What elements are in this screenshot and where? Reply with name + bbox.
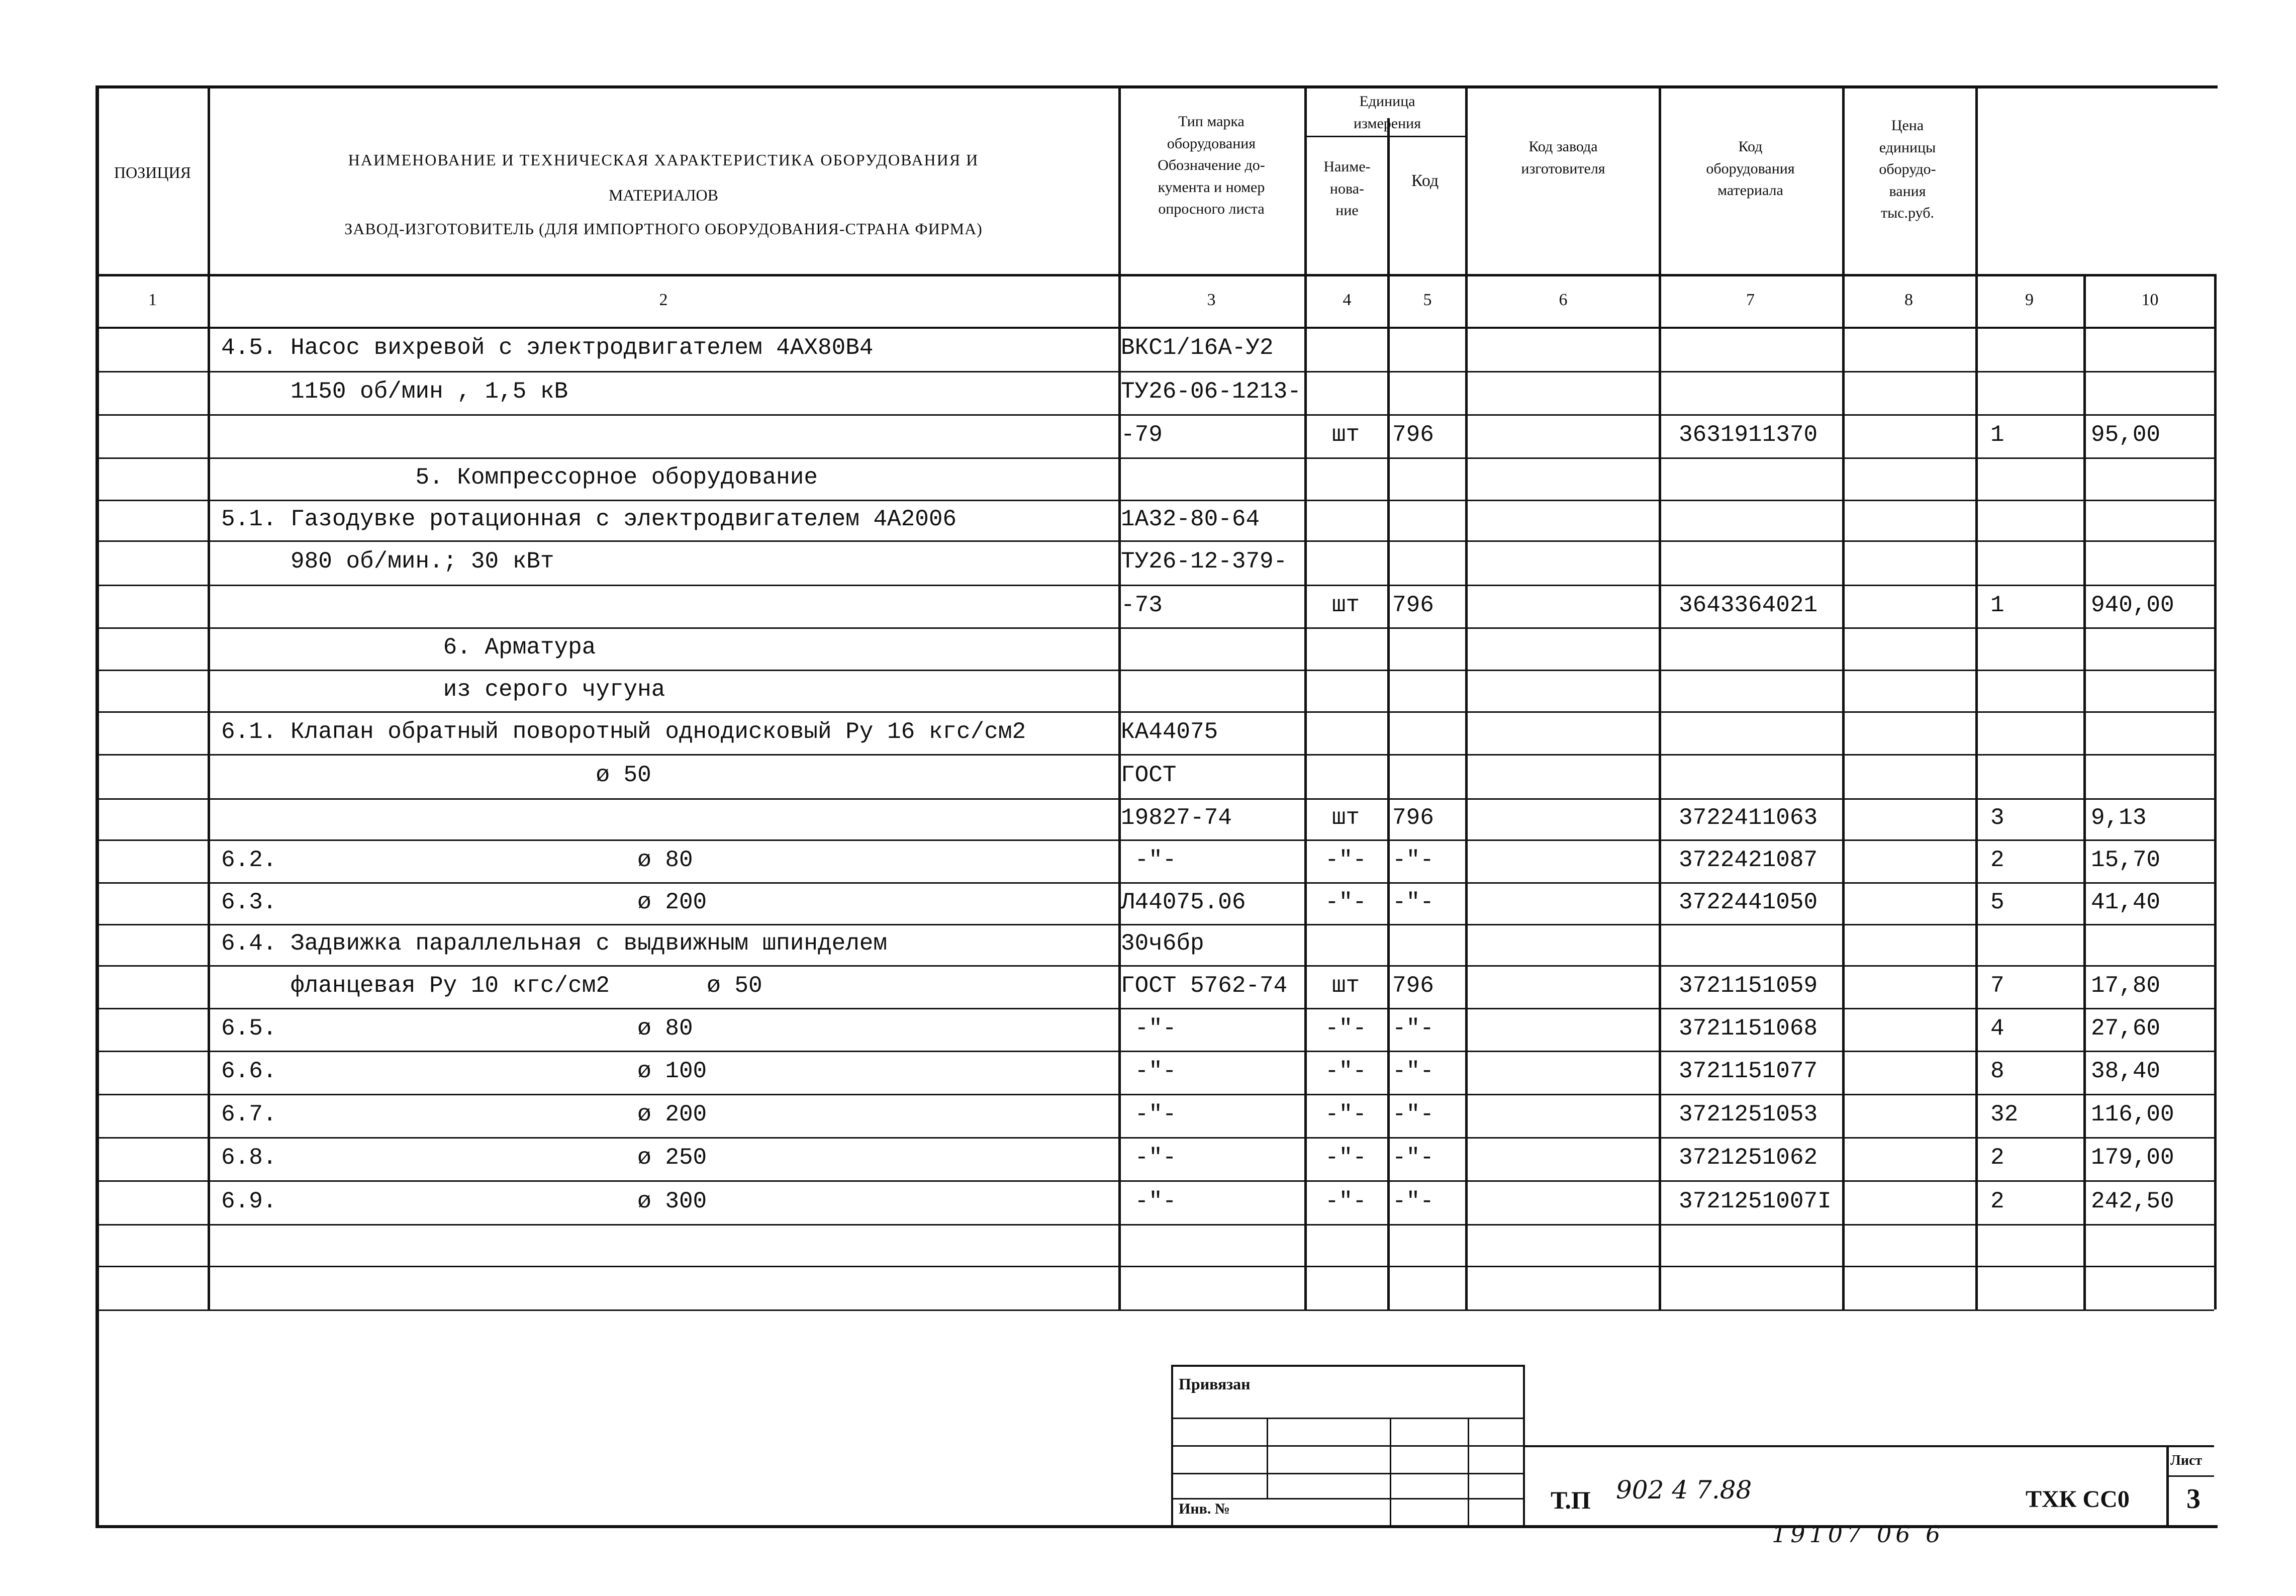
cell-c9: 2 bbox=[1990, 1188, 2004, 1214]
cell-c7: 3721151068 bbox=[1679, 1015, 1818, 1042]
grid-hline bbox=[2166, 1475, 2214, 1477]
cell-c9: 7 bbox=[1990, 972, 2004, 999]
grid-vline bbox=[1465, 327, 1468, 1309]
doc-designation: ТХК СС0 bbox=[2026, 1486, 2130, 1513]
sheet-number: 3 bbox=[2186, 1483, 2201, 1515]
grid-hline bbox=[99, 627, 2214, 629]
cell-c4: шт bbox=[1331, 805, 1360, 831]
cell-c9: 8 bbox=[1990, 1058, 2004, 1084]
cell-c10: 179,00 bbox=[2091, 1145, 2174, 1171]
sheet-label: Лист bbox=[2170, 1453, 2203, 1468]
cell-c5: 796 bbox=[1392, 592, 1434, 618]
col6-header-line: Код завода bbox=[1528, 138, 1598, 155]
grid-hline bbox=[99, 798, 2214, 800]
grid-hline bbox=[99, 670, 2214, 671]
grid-vline bbox=[1171, 1365, 1173, 1528]
cell-c3: 19827-74 bbox=[1121, 805, 1232, 831]
cell-c5: -"- bbox=[1392, 1101, 1434, 1128]
col3-header-line: оборудования bbox=[1167, 135, 1256, 152]
cell-c7: 3721251007I bbox=[1679, 1188, 1832, 1214]
cell-c7: 3721151077 bbox=[1679, 1058, 1818, 1084]
cell-c3: -"- bbox=[1121, 1015, 1177, 1042]
cell-c3: -"- bbox=[1121, 1145, 1177, 1171]
cell-c9: 3 bbox=[1990, 805, 2004, 831]
grid-hline bbox=[99, 457, 2214, 459]
cell-c5: -"- bbox=[1392, 1188, 1434, 1214]
grid-vline bbox=[1390, 1418, 1391, 1528]
cell-c1: 6.5. ø 80 bbox=[221, 1015, 693, 1042]
colnum: 6 bbox=[1559, 291, 1568, 309]
cell-c3: -79 bbox=[1121, 422, 1163, 448]
cell-c1: 6.1. Клапан обратный поворотный однодисковый Ру 16 кгс/см2 bbox=[221, 718, 1026, 745]
grid-vline bbox=[2166, 1445, 2169, 1528]
grid-hline bbox=[99, 711, 2214, 713]
col7-header-line: Код bbox=[1738, 138, 1763, 155]
grid-vline bbox=[1465, 86, 1468, 327]
col6-header bbox=[1468, 136, 1659, 179]
cell-c1: 6.4. Задвижка параллельная с выдвижным шпинделем bbox=[221, 930, 888, 957]
cell-c1: 6.8. ø 250 bbox=[221, 1145, 707, 1171]
grid-vline bbox=[1975, 86, 1978, 327]
cell-c4: -"- bbox=[1325, 1145, 1367, 1171]
cell-c3: 30ч6бр bbox=[1121, 930, 1204, 957]
grid-hline bbox=[99, 1051, 2214, 1052]
colnum: 2 bbox=[659, 291, 668, 309]
grid-vline bbox=[1659, 86, 1661, 327]
col6-header-line: изготовителя bbox=[1521, 160, 1605, 177]
col3-header-line: Обозначение до- bbox=[1158, 157, 1265, 173]
col4-header-line: нова- bbox=[1329, 180, 1365, 197]
cell-c4: шт bbox=[1331, 592, 1360, 618]
grid-vline bbox=[2083, 274, 2086, 327]
grid-vline bbox=[1387, 118, 1390, 327]
cell-c3: ГОСТ bbox=[1121, 762, 1177, 788]
colnum: 9 bbox=[2025, 291, 2034, 309]
cell-c1: из серого чугуна bbox=[221, 676, 665, 703]
cell-c4: -"- bbox=[1325, 847, 1367, 873]
cell-c7: 3722411063 bbox=[1679, 805, 1818, 831]
cell-c10: 242,50 bbox=[2091, 1188, 2174, 1214]
grid-vline bbox=[1975, 327, 1978, 1309]
col1-header: ПОЗИЦИЯ bbox=[114, 163, 191, 181]
grid-vline bbox=[1468, 1418, 1469, 1528]
cell-c1: 6.9. ø 300 bbox=[221, 1188, 707, 1214]
col8-header-line: единицы bbox=[1879, 139, 1936, 156]
grid-hline bbox=[1171, 1498, 1523, 1499]
col3-header-line: опросного листа bbox=[1158, 201, 1265, 217]
inv-label: Инв. № bbox=[1179, 1500, 1230, 1517]
cell-c10: 15,70 bbox=[2091, 847, 2161, 873]
col3-header-line: кумента и номер bbox=[1158, 178, 1265, 196]
grid-hline bbox=[99, 1180, 2214, 1182]
grid-hline bbox=[99, 500, 2214, 501]
cell-c1: ø 50 bbox=[221, 762, 651, 788]
cell-c10: 116,00 bbox=[2091, 1101, 2174, 1128]
cell-c5: -"- bbox=[1392, 1145, 1434, 1171]
grid-hline bbox=[1171, 1445, 1523, 1447]
col2-header-line2: МАТЕРИАЛОВ bbox=[608, 186, 718, 204]
cell-c5: -"- bbox=[1392, 1015, 1434, 1042]
grid-hline bbox=[99, 414, 2214, 416]
cell-c1: 980 об/мин.; 30 кВт bbox=[221, 548, 554, 575]
cell-c4: -"- bbox=[1325, 1188, 1367, 1214]
grid-hline bbox=[99, 839, 2214, 841]
grid-vline bbox=[208, 327, 210, 1309]
grid-hline bbox=[99, 1137, 2214, 1139]
cell-c9: 1 bbox=[1990, 422, 2004, 448]
cell-c5: 796 bbox=[1392, 972, 1434, 999]
cell-c3: -73 bbox=[1121, 592, 1163, 618]
col2-header-line1: НАИМЕНОВАНИЕ И ТЕХНИЧЕСКАЯ ХАРАКТЕРИСТИКА ОБОРУДОВАНИЯ И bbox=[348, 151, 979, 169]
cell-c9: 2 bbox=[1990, 1145, 2004, 1171]
col8-header-line: оборудо- bbox=[1879, 161, 1936, 177]
colnum: 4 bbox=[1343, 291, 1352, 309]
colnum: 1 bbox=[148, 291, 157, 309]
col4-header-line: Наиме- bbox=[1323, 158, 1371, 175]
cell-c10: 17,80 bbox=[2091, 972, 2161, 999]
cell-c7: 3643364021 bbox=[1679, 592, 1818, 618]
privyazan-label: Привязан bbox=[1179, 1375, 1251, 1393]
cell-c9: 1 bbox=[1990, 592, 2004, 618]
cell-c3: -"- bbox=[1121, 1188, 1177, 1214]
cell-c1: 6.3. ø 200 bbox=[221, 889, 707, 915]
grid-hline bbox=[99, 585, 2214, 586]
cell-c3: 1А32-80-64 bbox=[1121, 506, 1260, 532]
grid-vline bbox=[1523, 1365, 1525, 1528]
cell-c1: 6.2. ø 80 bbox=[221, 847, 693, 873]
col3-header bbox=[1121, 111, 1302, 220]
cell-c5: -"- bbox=[1392, 1058, 1434, 1084]
bottom-handwritten-number: 19107 06 6 bbox=[1772, 1521, 1945, 1548]
cell-c7: 3721151059 bbox=[1679, 972, 1818, 999]
cell-c1: 4.5. Насос вихревой с электродвигателем 4АХ80В4 bbox=[221, 335, 874, 361]
cell-c7: 3722441050 bbox=[1679, 889, 1818, 915]
grid-vline bbox=[1842, 86, 1845, 327]
cell-c1: 1150 об/мин , 1,5 кВ bbox=[221, 379, 568, 405]
grid-hline bbox=[99, 540, 2214, 542]
cell-c10: 38,40 bbox=[2091, 1058, 2161, 1084]
grid-vline bbox=[208, 86, 210, 327]
colnum: 10 bbox=[2141, 291, 2159, 309]
cell-c1: 6.6. ø 100 bbox=[221, 1058, 707, 1084]
grid-hline bbox=[1304, 136, 1465, 137]
grid-vline bbox=[2214, 274, 2217, 1309]
unit-group-line: измерения bbox=[1353, 115, 1421, 132]
grid-vline bbox=[1304, 86, 1307, 327]
col4-header bbox=[1309, 156, 1385, 222]
cell-c4: шт bbox=[1331, 422, 1360, 448]
col8-header bbox=[1842, 115, 1973, 224]
grid-hline bbox=[99, 1008, 2214, 1009]
col7-header-line: материала bbox=[1717, 182, 1783, 199]
col7-header bbox=[1659, 136, 1842, 202]
cell-c3: ТУ26-12-379- bbox=[1121, 548, 1288, 575]
cell-c3: -"- bbox=[1121, 1101, 1177, 1128]
grid-vline bbox=[1842, 327, 1845, 1309]
colnum: 7 bbox=[1746, 291, 1755, 309]
cell-c9: 2 bbox=[1990, 847, 2004, 873]
colnum: 3 bbox=[1207, 291, 1216, 309]
grid-hline bbox=[99, 1309, 2214, 1311]
cell-c3: КА44075 bbox=[1121, 718, 1218, 745]
cell-c10: 41,40 bbox=[2091, 889, 2161, 915]
grid-hline bbox=[1171, 1473, 1523, 1474]
cell-c1: 5.1. Газодувке ротационная с электродвигателем 4А2006 bbox=[221, 506, 957, 532]
cell-c5: -"- bbox=[1392, 847, 1434, 873]
colnum: 8 bbox=[1904, 291, 1913, 309]
grid-hline bbox=[99, 1266, 2214, 1267]
grid-vline bbox=[1267, 1418, 1268, 1498]
cell-c3: ТУ26-06-1213- bbox=[1121, 379, 1301, 405]
grid-vline bbox=[1118, 86, 1121, 327]
grid-hline bbox=[1171, 1365, 1523, 1367]
grid-hline bbox=[1523, 1445, 2214, 1447]
grid-hline bbox=[99, 274, 2214, 276]
col7-header-line: оборудования bbox=[1706, 160, 1795, 177]
grid-vline bbox=[2083, 327, 2086, 1309]
cell-c4: -"- bbox=[1325, 889, 1367, 915]
cell-c4: -"- bbox=[1325, 1058, 1367, 1084]
col2-header-line3: ЗАВОД-ИЗГОТОВИТЕЛЬ (ДЛЯ ИМПОРТНОГО ОБОРУДОВАНИЯ-СТРАНА ФИРМА) bbox=[344, 220, 983, 238]
grid-hline bbox=[99, 882, 2214, 884]
cell-c9: 4 bbox=[1990, 1015, 2004, 1042]
cell-c4: шт bbox=[1331, 972, 1360, 999]
cell-c10: 940,00 bbox=[2091, 592, 2174, 618]
grid-hline bbox=[1171, 1418, 1523, 1419]
cell-c9: 5 bbox=[1990, 889, 2004, 915]
cell-c3: -"- bbox=[1121, 847, 1177, 873]
cell-c10: 27,60 bbox=[2091, 1015, 2161, 1042]
grid-vline bbox=[1387, 327, 1390, 1309]
cell-c3: ВКС1/16А-У2 bbox=[1121, 335, 1274, 361]
cell-c1: 6.7. ø 200 bbox=[221, 1101, 707, 1128]
cell-c3: ГОСТ 5762-74 bbox=[1121, 972, 1288, 999]
cell-c10: 9,13 bbox=[2091, 805, 2147, 831]
cell-c7: 3722421087 bbox=[1679, 847, 1818, 873]
cell-c5: -"- bbox=[1392, 889, 1434, 915]
cell-c3: Л44075.06 bbox=[1121, 889, 1246, 915]
cell-c1: 6. Арматура bbox=[221, 634, 596, 661]
cell-c4: -"- bbox=[1325, 1015, 1367, 1042]
cell-c9: 32 bbox=[1990, 1101, 2019, 1128]
doc-code-handwritten: 902 4 7.88 bbox=[1616, 1475, 1752, 1505]
cell-c3: -"- bbox=[1121, 1058, 1177, 1084]
unit-group-line: Единица bbox=[1359, 93, 1415, 110]
grid-hline bbox=[99, 924, 2214, 925]
grid-hline bbox=[99, 1224, 2214, 1226]
grid-hline bbox=[99, 327, 2214, 329]
cell-c4: -"- bbox=[1325, 1101, 1367, 1128]
grid-hline bbox=[99, 754, 2214, 756]
grid-vline bbox=[1659, 327, 1661, 1309]
cell-c5: 796 bbox=[1392, 422, 1434, 448]
grid-hline bbox=[99, 965, 2214, 967]
col8-header-line: тыс.руб. bbox=[1880, 205, 1935, 221]
col3-header-line: Тип марка bbox=[1178, 113, 1245, 130]
cell-c5: 796 bbox=[1392, 805, 1434, 831]
col4-header-line: ние bbox=[1335, 202, 1359, 219]
grid-hline bbox=[99, 1094, 2214, 1095]
col8-header-line: вания bbox=[1889, 182, 1926, 200]
cell-c7: 3631911370 bbox=[1679, 422, 1818, 448]
col8-header-line: Цена bbox=[1891, 117, 1924, 134]
col5-header: Код bbox=[1411, 171, 1439, 190]
cell-c7: 3721251053 bbox=[1679, 1101, 1818, 1128]
colnum: 5 bbox=[1423, 291, 1432, 309]
cell-c1: 5. Компрессорное оборудование bbox=[221, 464, 818, 491]
cell-c1: фланцевая Ру 10 кгс/см2 ø 50 bbox=[221, 972, 762, 999]
doc-prefix: Т.П bbox=[1551, 1486, 1591, 1514]
grid-hline bbox=[99, 371, 2214, 372]
cell-c7: 3721251062 bbox=[1679, 1145, 1818, 1171]
cell-c10: 95,00 bbox=[2091, 422, 2161, 448]
